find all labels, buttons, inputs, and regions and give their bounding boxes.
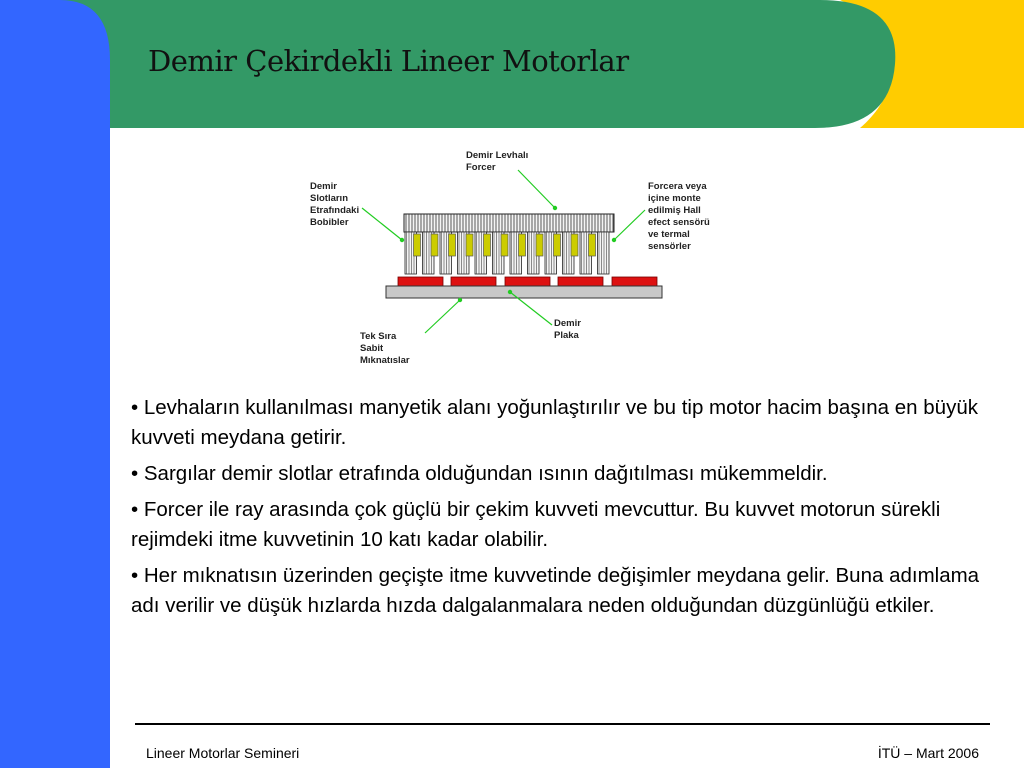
coil-winding xyxy=(414,234,421,256)
footer-divider xyxy=(135,723,990,725)
bullet-item: • Forcer ile ray arasında çok güçlü bir çekim kuvveti mevcuttur. Bu kuvvet motorun sürekli rejimdeki itme kuvvetinin 10 katı kadar olabilir. xyxy=(131,498,941,551)
coil-winding xyxy=(501,234,508,256)
forcer-tooth xyxy=(598,232,610,274)
forcer-back-iron xyxy=(404,214,614,232)
coil-winding xyxy=(519,234,526,256)
magnet xyxy=(505,277,550,286)
bullet-item: • Levhaların kullanılması manyetik alanı yoğunlaştırılır ve bu tip motor hacim başına en büyük kuvveti meydana getirir. xyxy=(131,396,978,449)
label-forcer: Demir Levhalı Forcer xyxy=(466,150,529,173)
label-coils: Demir Slotların Etrafındaki Bobibler xyxy=(310,181,360,228)
label-plate: Demir Plaka xyxy=(554,318,581,341)
iron-core-motor-diagram xyxy=(300,145,740,375)
coil-winding xyxy=(466,234,473,256)
label-sensors: Forcera veya içine monte edilmiş Hall efect sensörü ve termal sensörler xyxy=(648,181,710,252)
slide-title: Demir Çekirdekli Lineer Motorlar xyxy=(148,44,629,78)
bullet-item: • Sargılar demir slotlar etrafında olduğundan ısının dağıtılması mükemmeldir. xyxy=(131,462,828,485)
footer-right-text: İTÜ – Mart 2006 xyxy=(877,745,979,761)
iron-laminated-forcer xyxy=(404,214,614,274)
iron-plate xyxy=(386,286,662,298)
coil-winding xyxy=(536,234,543,256)
bullet-item: • Her mıknatısın üzerinden geçişte itme kuvvetinde değişimler meydana gelir. Buna adımlama adı verilir ve düşük hızlarda hızda dalgalanmalara neden olduğundan düzgünlüğü etkiler. xyxy=(131,564,980,617)
coil-winding xyxy=(449,234,456,256)
footer-left-text: Lineer Motorlar Semineri xyxy=(146,745,300,761)
magnet xyxy=(612,277,657,286)
magnet xyxy=(451,277,496,286)
coil-winding xyxy=(571,234,578,256)
label-magnets: Tek Sıra Sabit Mıknatıslar xyxy=(360,331,410,366)
coil-winding xyxy=(554,234,561,256)
coil-winding xyxy=(484,234,491,256)
permanent-magnet-row xyxy=(398,277,657,286)
coil-winding xyxy=(431,234,438,256)
bullet-list xyxy=(131,393,981,627)
magnet xyxy=(558,277,603,286)
magnet xyxy=(398,277,443,286)
blue-left-band xyxy=(0,0,110,768)
coil-winding xyxy=(589,234,596,256)
